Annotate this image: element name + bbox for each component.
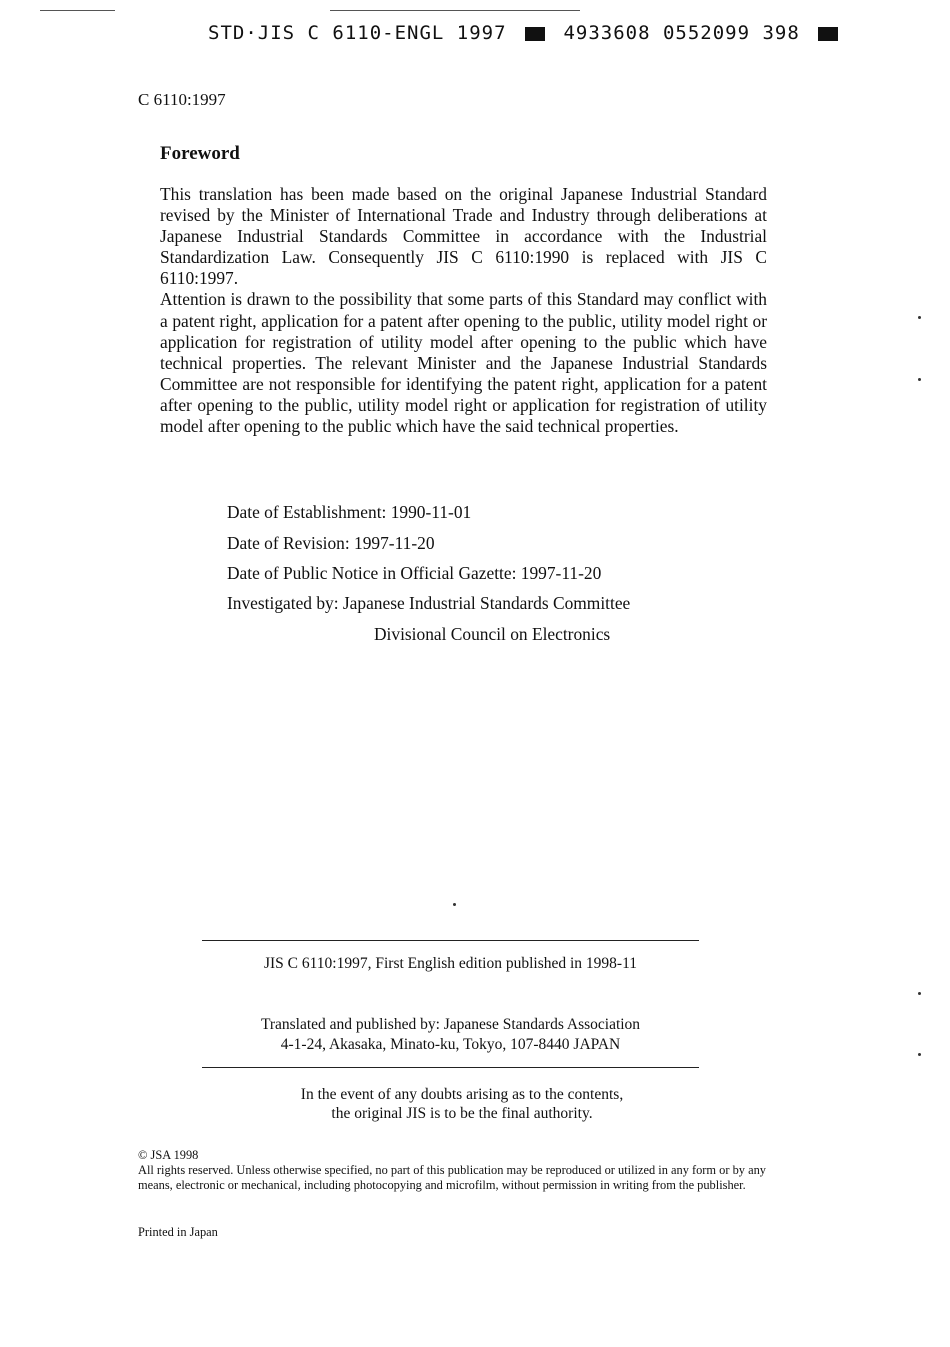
scan-dot [918,1053,921,1056]
publisher-address: 4-1-24, Akasaka, Minato-ku, Tokyo, 107-8440 JAPAN [280,1036,621,1053]
header-block-mark [525,27,545,41]
copyright-block [138,1148,768,1194]
scan-dot [453,903,456,906]
authority-note: the original JIS is to be the final authority. [331,1105,593,1122]
date-revision: Date of Revision: 1997-11-20 [227,533,435,553]
scan-dot [918,992,921,995]
divider-rule [202,1067,699,1068]
foreword-body [160,184,767,437]
divisional-council: Divisional Council on Electronics [374,624,611,644]
foreword-paragraph: Attention is drawn to the possibility that some parts of this Standard may conflict with a patent right, application for a patent after opening to the public, utility model right or application for registration of utility model after opening to the public which have technical properties. The relevant Minister and the Japanese Industrial Standards Committee are not responsible for identifying the patent right, application for a patent after opening to the public, utility model right or application for registration of utility model after opening to the public which have the said technical properties. [160,289,767,437]
edition-info: JIS C 6110:1997, First English edition published in 1998-11 [263,955,637,972]
printed-in: Printed in Japan [138,1225,218,1239]
header-number: 4933608 0552099 398 [563,22,800,44]
document-header [208,22,844,44]
scan-dot [918,378,921,381]
publisher-line: Translated and published by: Japanese Standards Association [260,1016,641,1033]
date-public-notice: Date of Public Notice in Official Gazette: 1997-11-20 [227,563,602,583]
scan-line [40,10,115,11]
copyright-mark: © JSA 1998 [138,1148,199,1162]
document-number: C 6110:1997 [138,90,226,109]
rights-statement: All rights reserved. Unless otherwise specified, no part of this publication may be reproduced or utilized in any form or by any means, electronic or mechanical, including photocopying and microfilm, without permission in writing from the publisher. [138,1163,766,1193]
scan-dot [918,316,921,319]
scan-line [330,10,580,11]
authority-note: In the event of any doubts arising as to the contents, [300,1086,624,1103]
header-code: STD·JIS C 6110-ENGL 1997 [208,22,507,44]
header-block-mark [818,27,838,41]
foreword-paragraph: This translation has been made based on the original Japanese Industrial Standard revised by the Minister of International Trade and Industry through deliberations at Japanese Industrial Standards Committee in accordance with the Industrial Standardization Law. Consequently JIS C 6110:1990 is replaced with JIS C 6110:1997. [160,184,767,289]
investigated-by: Investigated by: Japanese Industrial Standards Committee [227,593,631,613]
foreword-title: Foreword [160,143,240,164]
date-establishment: Date of Establishment: 1990-11-01 [227,502,472,522]
divider-rule [202,940,699,941]
